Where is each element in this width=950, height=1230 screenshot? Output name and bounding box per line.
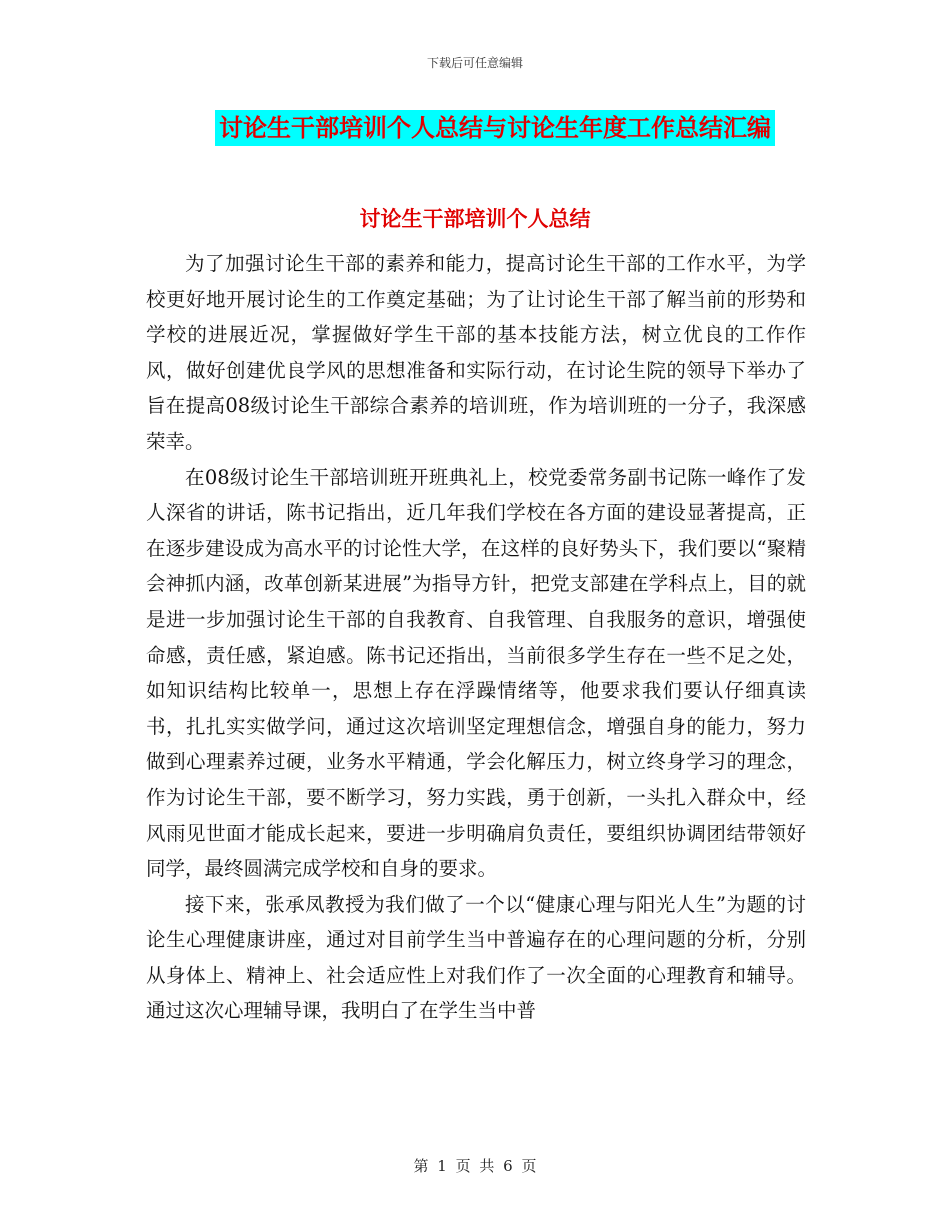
header-note: 下载后可任意编辑 <box>426 56 523 70</box>
main-title-container <box>0 110 950 146</box>
document-body <box>146 246 806 1029</box>
paragraph-3: 接下来，张承凤教授为我们做了一个以“健康心理与阳光人生”为题的讨论生心理健康讲座，通过对目前学生当中普遍存在的心理问题的分析，分别从身体上、精神上、社会适应性上对我们作了一次全面的心理教育和辅导。通过这次心理辅导课，我明白了在学生当中普 <box>146 892 806 1023</box>
main-title: 讨论生干部培训个人总结与讨论生年度工作总结汇编 <box>215 110 775 146</box>
paragraph-2: 在08级讨论生干部培训班开班典礼上，校党委常务副书记陈一峰作了发人深省的讲话，陈书记指出，近几年我们学校在各方面的建设显著提高，正在逐步建设成为高水平的讨论性大学，在这样的良好势头下，我们要以“聚精会神抓内涵，改革创新某进展”为指导方针，把党支部建在学科点上，目的就是进一步加强讨论生干部的自我教育、自我管理、自我服务的意识，增强使命感，责任感，紧迫感。陈书记还指出，当前很多学生存在一些不足之处，如知识结构比较单一，思想上存在浮躁情绪等，他要求我们要认仔细真读书，扎扎实实做学问，通过这次培训坚定理想信念，增强自身的能力，努力做到心理素养过硬，业务水平精通，学会化解压力，树立终身学习的理念，作为讨论生干部，要不断学习，努力实践，勇于创新，一头扎入群众中，经风雨见世面才能成长起来，要进一步明确肩负责任，要组织协调团结带领好同学，最终圆满完成学校和自身的要求。 <box>146 465 806 881</box>
section-title: 讨论生干部培训个人总结 <box>359 206 591 231</box>
paragraph-1: 为了加强讨论生干部的素养和能力，提高讨论生干部的工作水平，为学校更好地开展讨论生的工作奠定基础；为了让讨论生干部了解当前的形势和学校的进展近况，掌握做好学生干部的基本技能方法，树立优良的工作作风，做好创建优良学风的思想准备和实际行动，在讨论生院的领导下举办了旨在提高08级讨论生干部综合素养的培训班，作为培训班的一分子，我深感荣幸。 <box>146 252 806 453</box>
page-number-footer: 第 1 页 共 6 页 <box>413 1157 537 1175</box>
